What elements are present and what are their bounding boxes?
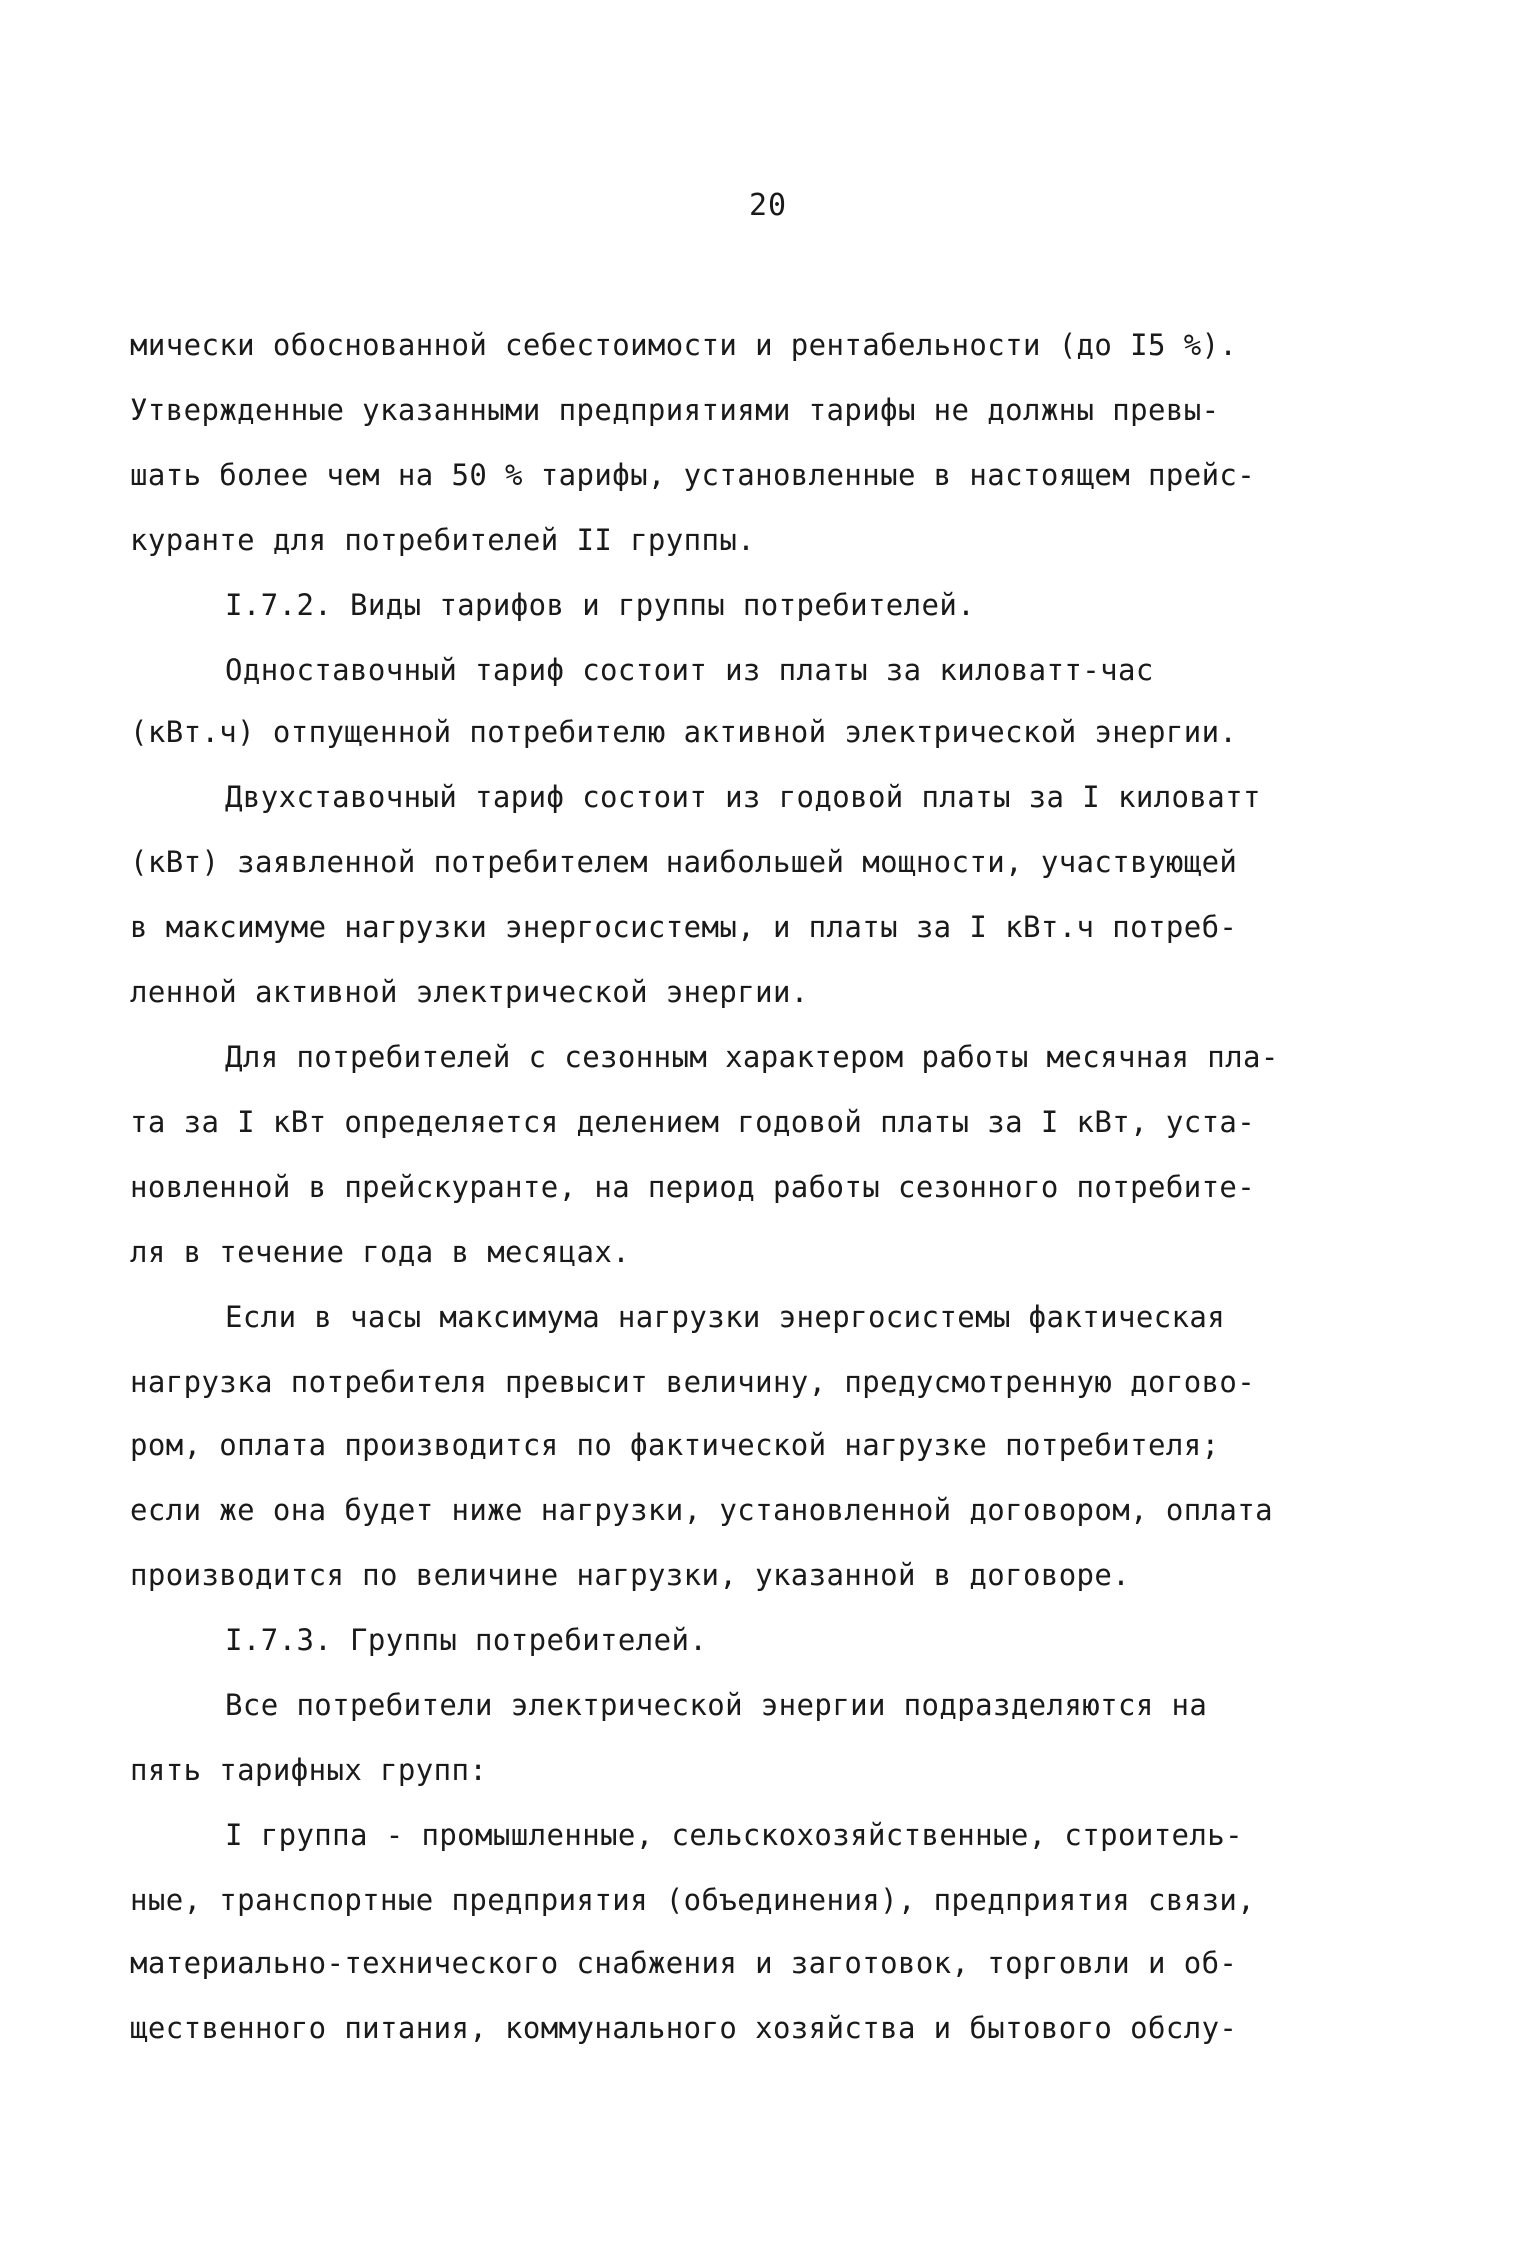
page-number: 20 [748,188,788,223]
text-line: Если в часы максимума нагрузки энергосистемы фактическая [225,1300,1226,1334]
text-line: Утвержденные указанными предприятиями тарифы не должны превы- [130,393,1220,427]
text-line: куранте для потребителей II группы. [130,523,756,557]
text-line: Все потребители электрической энергии подразделяются на [225,1688,1208,1722]
section-heading: I.7.3. Группы потребителей. [225,1623,708,1657]
text-line: нагрузка потребителя превысит величину, предусмотренную догово- [130,1365,1256,1399]
text-line: если же она будет ниже нагрузки, установленной договором, оплата [130,1493,1274,1527]
text-line: в максимуме нагрузки энергосистемы, и платы за I кВт.ч потреб- [130,910,1238,944]
section-heading: I.7.2. Виды тарифов и группы потребителей. [225,588,976,622]
text-line: Одноставочный тариф состоит из платы за киловатт-час [225,653,1154,687]
text-line: пять тарифных групп: [130,1753,488,1787]
text-line: ленной активной электрической энергии. [130,975,809,1009]
text-line: Для потребителей с сезонным характером работы месячная пла- [225,1040,1279,1074]
text-line: (кВт.ч) отпущенной потребителю активной электрической энергии. [130,715,1238,749]
text-line: та за I кВт определяется делением годовой платы за I кВт, уста- [130,1105,1256,1139]
text-line: новленной в прейскуранте, на период работы сезонного потребите- [130,1170,1256,1204]
text-line: ные, транспортные предприятия (объединения), предприятия связи, [130,1883,1256,1917]
text-line: ля в течение года в месяцах. [130,1235,631,1269]
text-line: Двухставочный тариф состоит из годовой платы за I киловатт [225,780,1261,814]
text-line: материально-технического снабжения и заготовок, торговли и об- [130,1946,1238,1980]
text-line: ром, оплата производится по фактической нагрузке потребителя; [130,1428,1220,1462]
text-line: шать более чем на 50 % тарифы, установленные в настоящем прейс- [130,458,1256,492]
text-line: (кВт) заявленной потребителем наибольшей мощности, участвующей [130,845,1238,879]
text-line: мически обоснованной себестоимости и рентабельности (до I5 %). [130,328,1238,362]
text-line: производится по величине нагрузки, указанной в договоре. [130,1558,1131,1592]
text-line: I группа - промышленные, сельскохозяйственные, строитель- [225,1818,1243,1852]
text-line: щественного питания, коммунального хозяйства и бытового обслу- [130,2011,1238,2045]
